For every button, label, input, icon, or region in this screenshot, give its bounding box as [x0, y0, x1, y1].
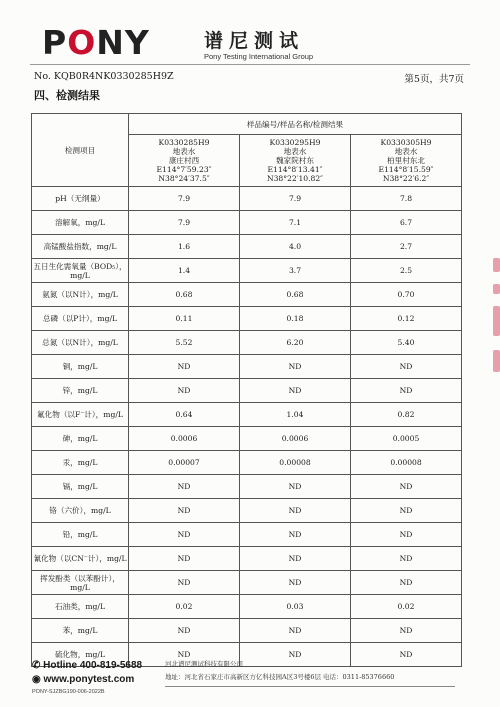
- company-address: 地址：河北省石家庄市高新区方亿科技园A区3号楼6层 电话：0311-85376660: [165, 673, 395, 681]
- table-row: [32, 499, 462, 523]
- table-row: [32, 211, 462, 235]
- result-value: 2.5: [351, 259, 462, 283]
- sample-type: 地表水: [172, 147, 196, 156]
- sample-type: 地表水: [394, 147, 418, 156]
- result-value: ND: [240, 379, 351, 403]
- result-value: 5.40: [351, 331, 462, 355]
- result-value: ND: [240, 475, 351, 499]
- table-row: [32, 547, 462, 571]
- result-value: 0.02: [129, 595, 240, 619]
- sample-latitude: N38°24′37.5″: [158, 174, 210, 183]
- table-row: [32, 523, 462, 547]
- hotline: [32, 660, 142, 671]
- test-item: 溶解氧，mg/L: [32, 211, 129, 235]
- result-value: 0.00008: [351, 451, 462, 475]
- table-row: [32, 187, 462, 211]
- result-value: 7.9: [240, 187, 351, 211]
- result-value: ND: [351, 499, 462, 523]
- result-value: ND: [351, 379, 462, 403]
- result-value: 6.20: [240, 331, 351, 355]
- page-indicator: 第5页，共7页: [404, 74, 464, 85]
- result-value: 0.68: [240, 283, 351, 307]
- test-item: 总氮（以N计），mg/L: [32, 331, 129, 355]
- result-value: ND: [351, 619, 462, 643]
- table-row: [32, 379, 462, 403]
- document-code: PONY-SJZBG190-006-2022B: [32, 689, 105, 695]
- result-value: 7.8: [351, 187, 462, 211]
- sample-latitude: N38°22′10.82″: [266, 174, 324, 183]
- result-value: 3.7: [240, 259, 351, 283]
- test-item: 氨氮（以N计），mg/L: [32, 283, 129, 307]
- sample-location: 康庄村西: [168, 156, 200, 165]
- result-value: ND: [240, 547, 351, 571]
- website-text: www.ponytest.com: [43, 674, 135, 685]
- table-row: [32, 427, 462, 451]
- sample-location: 魏家院村东: [276, 156, 314, 165]
- result-value: 0.0006: [240, 427, 351, 451]
- result-value: ND: [240, 355, 351, 379]
- result-value: 0.12: [351, 307, 462, 331]
- company-name: 河北谱尼测试科技有限公司: [165, 660, 243, 668]
- result-value: 0.82: [351, 403, 462, 427]
- result-value: ND: [129, 499, 240, 523]
- sample-longitude: E114°7′59.23″: [156, 165, 212, 174]
- sample-longitude: E114°8′15.59″: [378, 165, 434, 174]
- result-value: ND: [129, 475, 240, 499]
- sample-group-header: 样品编号/样品名称/检测结果: [129, 114, 462, 135]
- result-value: 0.68: [129, 283, 240, 307]
- result-value: ND: [240, 499, 351, 523]
- sample-header: [351, 135, 462, 187]
- result-value: 0.70: [351, 283, 462, 307]
- table-row: [32, 595, 462, 619]
- table-row: [32, 403, 462, 427]
- brand-english-name: Pony Testing International Group: [204, 52, 314, 61]
- result-value: 4.0: [240, 235, 351, 259]
- sample-latitude: N38°22′6.2″: [382, 174, 430, 183]
- result-value: ND: [240, 619, 351, 643]
- sample-location: 柏里村东北: [387, 156, 425, 165]
- table-row: [32, 619, 462, 643]
- table-row: [32, 235, 462, 259]
- table-row: [32, 475, 462, 499]
- result-value: 5.52: [129, 331, 240, 355]
- result-value: 2.7: [351, 235, 462, 259]
- test-item: 铬（六价），mg/L: [32, 499, 129, 523]
- item-column-header: 检测项目: [32, 114, 129, 187]
- result-value: ND: [351, 547, 462, 571]
- test-item: pH（无纲量）: [32, 187, 129, 211]
- phone-icon: ✆: [32, 660, 41, 671]
- result-value: ND: [240, 571, 351, 595]
- pony-logo: [42, 24, 362, 64]
- test-item: 镉，mg/L: [32, 475, 129, 499]
- result-value: ND: [129, 523, 240, 547]
- header-divider: [30, 64, 470, 65]
- test-item: 铅，mg/L: [32, 523, 129, 547]
- report-number: No. KQB0R4NK0330285H9Z: [34, 71, 174, 82]
- result-value: 7.9: [129, 211, 240, 235]
- table-row: [32, 331, 462, 355]
- result-value: 0.64: [129, 403, 240, 427]
- result-value: 7.9: [129, 187, 240, 211]
- brand-wordmark: PONY: [42, 23, 150, 62]
- table-row: [32, 451, 462, 475]
- table-row: [32, 283, 462, 307]
- result-value: 0.03: [240, 595, 351, 619]
- test-item: 汞，mg/L: [32, 451, 129, 475]
- table-row: [32, 571, 462, 595]
- test-item: 挥发酚类（以苯酚计），mg/L: [32, 571, 129, 595]
- test-item: 氰化物（以CN⁻计），mg/L: [32, 547, 129, 571]
- sample-id: K0330295H9: [269, 138, 321, 147]
- result-value: ND: [351, 475, 462, 499]
- sample-type: 地表水: [283, 147, 307, 156]
- test-item: 总磷（以P计），mg/L: [32, 307, 129, 331]
- sample-id: K0330305H9: [380, 138, 432, 147]
- test-item: 砷，mg/L: [32, 427, 129, 451]
- test-item: 苯，mg/L: [32, 619, 129, 643]
- test-item: 锌，mg/L: [32, 379, 129, 403]
- result-value: ND: [351, 523, 462, 547]
- sample-header: [129, 135, 240, 187]
- test-item: 石油类，mg/L: [32, 595, 129, 619]
- result-value: 7.1: [240, 211, 351, 235]
- result-value: 0.00007: [129, 451, 240, 475]
- test-item: 铜，mg/L: [32, 355, 129, 379]
- website: [32, 674, 134, 685]
- result-value: ND: [351, 571, 462, 595]
- result-value: 6.7: [351, 211, 462, 235]
- table-row: [32, 307, 462, 331]
- result-value: ND: [129, 643, 240, 667]
- result-value: 0.11: [129, 307, 240, 331]
- sample-id: K0330285H9: [158, 138, 210, 147]
- result-value: ND: [129, 619, 240, 643]
- result-value: ND: [129, 379, 240, 403]
- result-value: ND: [240, 643, 351, 667]
- brand-chinese-name: 谱尼测试: [204, 30, 305, 52]
- result-value: ND: [351, 355, 462, 379]
- result-value: ND: [129, 547, 240, 571]
- globe-icon: ◉: [32, 674, 41, 685]
- footer-divider: [165, 686, 455, 687]
- test-item: 高锰酸盐指数，mg/L: [32, 235, 129, 259]
- test-item: 氟化物（以F⁻计），mg/L: [32, 403, 129, 427]
- seal-stamp-edge: [490, 258, 500, 398]
- test-item: 五日生化需氧量（BOD₅），mg/L: [32, 259, 129, 283]
- table-row: [32, 259, 462, 283]
- result-value: ND: [240, 523, 351, 547]
- result-value: 0.0005: [351, 427, 462, 451]
- result-value: 0.18: [240, 307, 351, 331]
- result-value: 0.02: [351, 595, 462, 619]
- sample-header: [240, 135, 351, 187]
- result-value: 1.6: [129, 235, 240, 259]
- result-value: 1.4: [129, 259, 240, 283]
- section-title: 四、检测结果: [34, 89, 100, 102]
- results-table: [31, 113, 462, 667]
- result-value: 1.04: [240, 403, 351, 427]
- sample-longitude: E114°8′13.41″: [267, 165, 323, 174]
- result-value: ND: [129, 355, 240, 379]
- result-value: ND: [351, 643, 462, 667]
- result-value: 0.00008: [240, 451, 351, 475]
- table-row: [32, 355, 462, 379]
- test-item: 硫化物，mg/L: [32, 643, 129, 667]
- result-value: ND: [129, 571, 240, 595]
- hotline-text: Hotline 400-819-5688: [43, 660, 143, 671]
- result-value: 0.0006: [129, 427, 240, 451]
